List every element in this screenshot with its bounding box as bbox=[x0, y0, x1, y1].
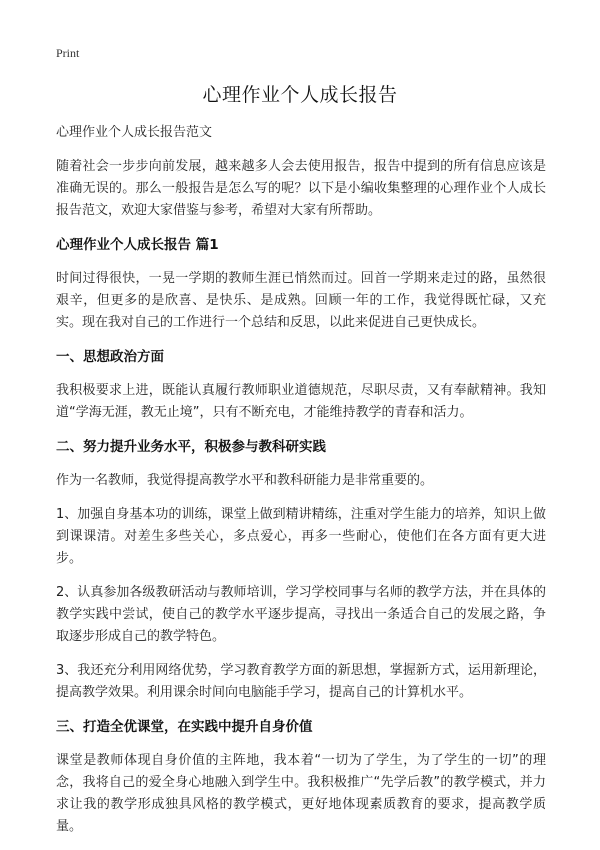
section-heading-1: 一、思想政治方面 bbox=[56, 349, 164, 365]
section-heading-3: 三、打造全优课堂，在实践中提升自身价值 bbox=[56, 719, 313, 735]
section-heading-2: 二、努力提升业务水平，积极参与教科研实践 bbox=[56, 439, 326, 455]
article-intro-paragraph: 时间过得很快，一晃一学期的教师生涯已悄然而过。回首一学期来走过的路，虽然很艰辛，但更多的是欣喜、是快乐、是成熟。回顾一年的工作，我觉得既忙碌，又充实。现在我对自己的工作进行一个总结和反思，以此来促进自己更快成长。 bbox=[56, 271, 546, 330]
section-2-item-3: 3、我还充分利用网络优势，学习教育教学方面的新思想，掌握新方式，运用新理论，提高教学效果。利用课余时间向电脑能手学习，提高自己的计算机水平。 bbox=[56, 663, 546, 700]
section-2-item-2: 2、认真参加各级教研活动与教师培训，学习学校同事与名师的教学方法，并在具体的教学实践中尝试，使自己的教学水平逐步提高，寻找出一条适合自己的发展之路，争取逐步形成自己的教学特色。 bbox=[56, 585, 546, 644]
document-body bbox=[56, 122, 546, 850]
section-3-paragraph: 课堂是教师体现自身价值的主阵地，我本着“一切为了学生，为了学生的一切”的理念，我将自己的爱全身心地融入到学生中。我积极推广“先学后教”的教学模式，并力求让我的教学形成独具风格的教学模式，更好地体现素质教育的要求，提高教学质量。 bbox=[56, 753, 546, 834]
section-2-paragraph: 作为一名教师，我觉得提高教学水平和教科研能力是非常重要的。 bbox=[56, 473, 434, 488]
intro-paragraph: 随着社会一步步向前发展，越来越多人会去使用报告，报告中提到的所有信息应该是准确无误的。那么一般报告是怎么写的呢？以下是小编收集整理的心理作业个人成长报告范文，欢迎大家借鉴与参考，希望对大家有所帮助。 bbox=[56, 159, 546, 218]
document-subtitle: 心理作业个人成长报告范文 bbox=[56, 125, 213, 140]
section-2-item-1: 1、加强自身基本功的训练，课堂上做到精讲精练，注重对学生能力的培养，知识上做到课课清。对差生多些关心，多点爱心，再多一些耐心，使他们在各方面有更大进步。 bbox=[56, 507, 546, 566]
print-link[interactable]: Print bbox=[56, 46, 80, 60]
document-title: 心理作业个人成长报告 bbox=[202, 84, 398, 106]
section-1-paragraph: 我积极要求上进，既能认真履行教师职业道德规范，尽职尽责，又有奉献精神。我知道“学海无涯，教无止境”，只有不断充电，才能维持教学的青春和活力。 bbox=[56, 383, 546, 420]
article-heading: 心理作业个人成长报告 篇1 bbox=[56, 237, 219, 253]
